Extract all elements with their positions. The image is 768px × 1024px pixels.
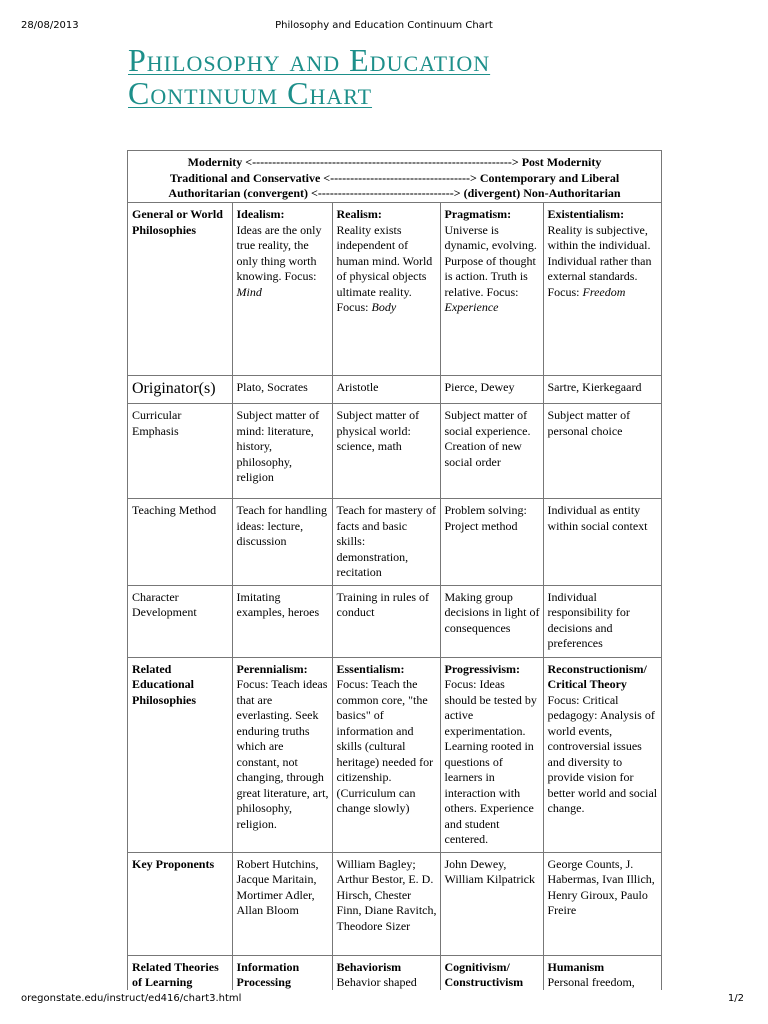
row-label: General or World Philosophies (128, 203, 232, 376)
cell-text: Reality exists independent of human mind. World of physical objects ultimate reality. Focus: (336, 222, 433, 314)
print-header-title: Philosophy and Education Continuum Chart (275, 20, 493, 31)
cell-heading: Perennialism: (236, 661, 308, 676)
table-row-teaching-method (128, 499, 662, 586)
cell-heading: Realism: (336, 207, 382, 221)
continuum-spectrum (128, 151, 661, 203)
row-label: Originator(s) (128, 376, 232, 404)
cell-reconstructionism (543, 657, 662, 852)
cell-heading: Information Processing (236, 959, 300, 989)
cell-perennialism (232, 657, 332, 852)
cell-progressivism (440, 657, 543, 852)
table-cell: William Bagley; Arthur Bestor, E. D. Hirsch, Chester Finn, Diane Ravitch, Theodore Sizer (332, 852, 440, 955)
cell-text: Behavior shaped (336, 975, 417, 989)
table-row-key-proponents (128, 852, 662, 955)
table-row-educational-philosophies (128, 657, 662, 852)
cell-text: Focus: Ideas should be tested by active experimentation. Learning rooted in questions of learners in interaction with others. Experience and student centered. (444, 677, 537, 846)
cell-focus: Mind (236, 284, 262, 299)
table-cell: Teach for mastery of facts and basic skills: demonstration, recitation (332, 499, 440, 586)
table-row-learning-theories (128, 955, 662, 990)
cell-realism (332, 203, 440, 376)
cell-heading: Humanism (547, 959, 605, 974)
spectrum-authoritarian: Authoritarian (convergent) <----------------------------------> (divergent) Non-Authoritarian (168, 186, 621, 200)
table-cell: Individual responsibility for decisions and preferences (543, 585, 662, 657)
cell-heading: Idealism: (236, 207, 285, 221)
cell-heading: Existentialism: (547, 207, 625, 221)
table-cell: Problem solving: Project method (440, 499, 543, 586)
cell-heading: Essentialism: (336, 661, 405, 676)
cell-pragmatism (440, 203, 543, 376)
cell-heading: Reconstructionism/ Critical Theory (547, 661, 647, 691)
table-cell: John Dewey, William Kilpatrick (440, 852, 543, 955)
table-row-world-philosophies (128, 203, 662, 376)
table-cell: Plato, Socrates (232, 376, 332, 404)
cell-humanism (543, 955, 662, 990)
print-date: 28/08/2013 (21, 20, 79, 31)
continuum-chart (127, 150, 662, 990)
cell-focus: Freedom (582, 284, 626, 299)
row-label: Curricular Emphasis (128, 404, 232, 499)
table-cell: Sartre, Kierkegaard (543, 376, 662, 404)
philosophy-table (128, 203, 662, 990)
page-title-line-1: Philosophy and Education (128, 42, 491, 78)
table-cell: Subject matter of mind: literature, history, philosophy, religion (232, 404, 332, 499)
cell-text: Focus: Teach the common core, "the basics" of information and skills (cultural heritage) needed for citizenship. (Curriculum can change slowly) (336, 677, 434, 815)
page-title-line-2: Continuum Chart (128, 75, 373, 111)
cell-text: Reality is subjective, within the individual. Individual rather than external standards. Focus: (547, 222, 652, 299)
table-cell: Pierce, Dewey (440, 376, 543, 404)
cell-essentialism (332, 657, 440, 852)
page-title[interactable] (128, 44, 708, 110)
spectrum-modernity: Modernity <-----------------------------------------------------------------> Post Modernity (187, 155, 602, 169)
row-label: Teaching Method (128, 499, 232, 586)
table-cell: Imitating examples, heroes (232, 585, 332, 657)
cell-heading: Behaviorism (336, 959, 402, 974)
cell-cognitivism (440, 955, 543, 990)
row-label: Related Educational Philosophies (128, 657, 232, 852)
cell-heading: Pragmatism: (444, 207, 512, 221)
table-cell: George Counts, J. Habermas, Ivan Illich, Henry Giroux, Paulo Freire (543, 852, 662, 955)
print-footer-url: oregonstate.edu/instruct/ed416/chart3.html (21, 993, 242, 1004)
cell-heading: Progressivism: (444, 661, 521, 676)
spectrum-traditional: Traditional and Conservative <-----------------------------------> Contemporary and Liberal (169, 170, 620, 185)
cell-text: Personal freedom, (547, 975, 635, 989)
cell-text: Ideas are the only true reality, the only thing worth knowing. Focus: (236, 222, 322, 283)
table-cell: Teach for handling ideas: lecture, discussion (232, 499, 332, 586)
table-row-originators (128, 376, 662, 404)
cell-text: Focus: Critical pedagogy: Analysis of world events, controversial issues and diversity to provide vision for better world and social change. (547, 692, 658, 815)
table-row-character-development (128, 585, 662, 657)
table-row-curricular-emphasis (128, 404, 662, 499)
cell-text: Universe is dynamic, evolving. Purpose of thought is action. Truth is relative. Focus: (444, 222, 537, 299)
cell-information-processing (232, 955, 332, 990)
table-cell: Robert Hutchins, Jacque Maritain, Mortimer Adler, Allan Bloom (232, 852, 332, 955)
cell-existentialism (543, 203, 662, 376)
row-label: Key Proponents (128, 852, 232, 955)
table-cell: Individual as entity within social context (543, 499, 662, 586)
table-cell: Subject matter of physical world: science, math (332, 404, 440, 499)
cell-behaviorism (332, 955, 440, 990)
print-page-number: 1/2 (727, 993, 744, 1004)
cell-text: Focus: Teach ideas that are everlasting. Seek enduring truths which are constant, not changing, through great literature, art, philosophy, religion. (236, 677, 329, 831)
cell-idealism (232, 203, 332, 376)
table-cell: Subject matter of social experience. Creation of new social order (440, 404, 543, 499)
row-label: Character Development (128, 585, 232, 657)
table-cell: Aristotle (332, 376, 440, 404)
table-cell: Training in rules of conduct (332, 585, 440, 657)
table-cell: Subject matter of personal choice (543, 404, 662, 499)
table-cell: Making group decisions in light of consequences (440, 585, 543, 657)
cell-focus: Body (371, 300, 397, 314)
row-label: Related Theories of Learning (128, 955, 232, 990)
cell-heading: Cognitivism/ Constructivism (444, 959, 524, 989)
cell-focus: Experience (444, 300, 499, 314)
